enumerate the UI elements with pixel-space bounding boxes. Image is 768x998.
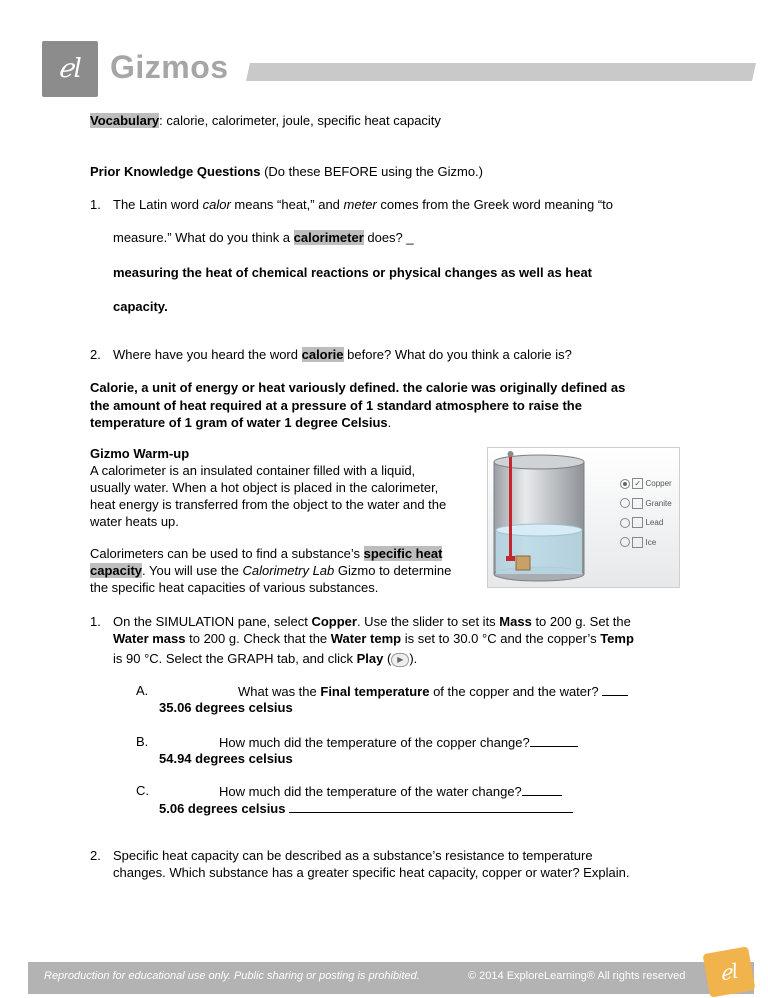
step1-A-label: A.: [136, 683, 149, 698]
step1-B-label: B.: [136, 734, 149, 749]
step1-line1: On the SIMULATION pane, select Copper. Use the slider to set its Mass to 200 g. Set the: [113, 614, 631, 629]
q1-line1: The Latin word calor means “heat,” and meter comes from the Greek word meaning “to: [113, 197, 614, 212]
prior-knowledge-heading: [90, 164, 483, 179]
prior-note: (Do these BEFORE using the Gizmo.): [260, 164, 483, 179]
prior-title: Prior Knowledge Questions: [90, 164, 261, 179]
q2-number: 2.: [90, 347, 101, 362]
step2-line1: Specific heat capacity can be described as a substance’s resistance to temperature: [113, 848, 593, 863]
step1-C-question: How much did the temperature of the water change?: [219, 783, 562, 799]
warmup-p1-line4: water heats up.: [90, 514, 179, 529]
footer-notice: Reproduction for educational use only. Public sharing or posting is prohibited.: [44, 970, 420, 982]
radio-icon: [620, 498, 630, 508]
q2-answer-line1: Calorie, a unit of energy or heat variously defined. the calorie was originally defined as: [90, 380, 626, 395]
warmup-p2-line3: the specific heat capacities of various substances.: [90, 580, 379, 595]
step1-A-answer: 35.06 degrees celsius: [159, 700, 293, 715]
option-lead[interactable]: Lead: [620, 513, 672, 533]
radio-icon: [620, 479, 630, 489]
q2-question: Where have you heard the word calorie before? What do you think a calorie is?: [113, 347, 572, 362]
option-copper[interactable]: ✓ Copper: [620, 474, 672, 494]
footer-copyright: © 2014 ExploreLearning® All rights reserved: [468, 970, 686, 982]
q1-answer-line1: measuring the heat of chemical reactions or physical changes as well as heat: [113, 265, 593, 280]
step1-number: 1.: [90, 614, 101, 629]
header-bar: [246, 63, 756, 81]
step1-B-answer: 54.94 degrees celsius: [159, 751, 293, 766]
step1-C-label: C.: [136, 783, 149, 798]
vocabulary-text: : calorie, calorimeter, joule, specific heat capacity: [159, 113, 441, 128]
radio-icon: [620, 518, 630, 528]
option-granite[interactable]: Granite: [620, 494, 672, 514]
step2-number: 2.: [90, 848, 101, 863]
q1-number: 1.: [90, 197, 101, 212]
step1-B-question: How much did the temperature of the copper change?: [219, 734, 578, 750]
footer-logo-glyph: ℯl: [717, 958, 741, 986]
step1-line2: Water mass to 200 g. Check that the Water temp is set to 30.0 °C and the copper’s Temp: [113, 631, 634, 646]
play-icon[interactable]: ▶: [391, 653, 409, 667]
calorie-term: calorie: [301, 347, 344, 362]
warmup-p2-line1: Calorimeters can be used to find a substance’s specific heat: [90, 546, 443, 561]
specific-heat-term: specific heat: [363, 546, 443, 561]
checkbox-icon: [632, 537, 643, 548]
step1-C-answer: 5.06 degrees celsius: [159, 800, 573, 816]
checkbox-icon: [632, 498, 643, 509]
material-options: [620, 474, 672, 552]
checkbox-icon: [632, 517, 643, 528]
step1-line3: is 90 °C. Select the GRAPH tab, and click Play ( ▶ ).: [113, 651, 418, 666]
warmup-title: Gizmo Warm-up: [90, 446, 190, 461]
vocabulary-label: Vocabulary: [90, 113, 160, 128]
vocabulary-line: [90, 113, 441, 128]
calorimeter-term: calorimeter: [293, 230, 364, 245]
q2-answer-line3: temperature of 1 gram of water 1 degree Celsius.: [90, 415, 392, 430]
q1-line2: measure.” What do you think a calorimeter does? _: [113, 230, 414, 245]
option-ice[interactable]: Ice: [620, 533, 672, 553]
q1-answer-line2: capacity.: [113, 299, 168, 314]
logo-glyph: ℯl: [58, 54, 82, 84]
step2-line2: changes. Which substance has a greater specific heat capacity, copper or water? Explain.: [113, 865, 630, 880]
q2-answer-line2: the amount of heat required at a pressure of 1 standard atmosphere to raise the: [90, 398, 582, 413]
explorelearning-logo: [703, 946, 756, 997]
radio-icon: [620, 537, 630, 547]
warmup-p1-line2: usually water. When a hot object is placed in the calorimeter,: [90, 480, 439, 495]
gizmos-logo-mark: [42, 41, 98, 97]
gizmos-logo-text: Gizmos: [110, 49, 229, 85]
step1-A-question: What was the Final temperature of the copper and the water?: [238, 683, 628, 699]
warmup-p1-line1: A calorimeter is an insulated container filled with a liquid,: [90, 463, 416, 478]
warmup-p1-line3: heat energy is transferred from the object to the water and the: [90, 497, 447, 512]
calorimetry-sim-image: [487, 447, 680, 588]
checkbox-icon: ✓: [632, 478, 643, 489]
warmup-p2-line2: capacity. You will use the Calorimetry Lab Gizmo to determine: [90, 563, 452, 578]
